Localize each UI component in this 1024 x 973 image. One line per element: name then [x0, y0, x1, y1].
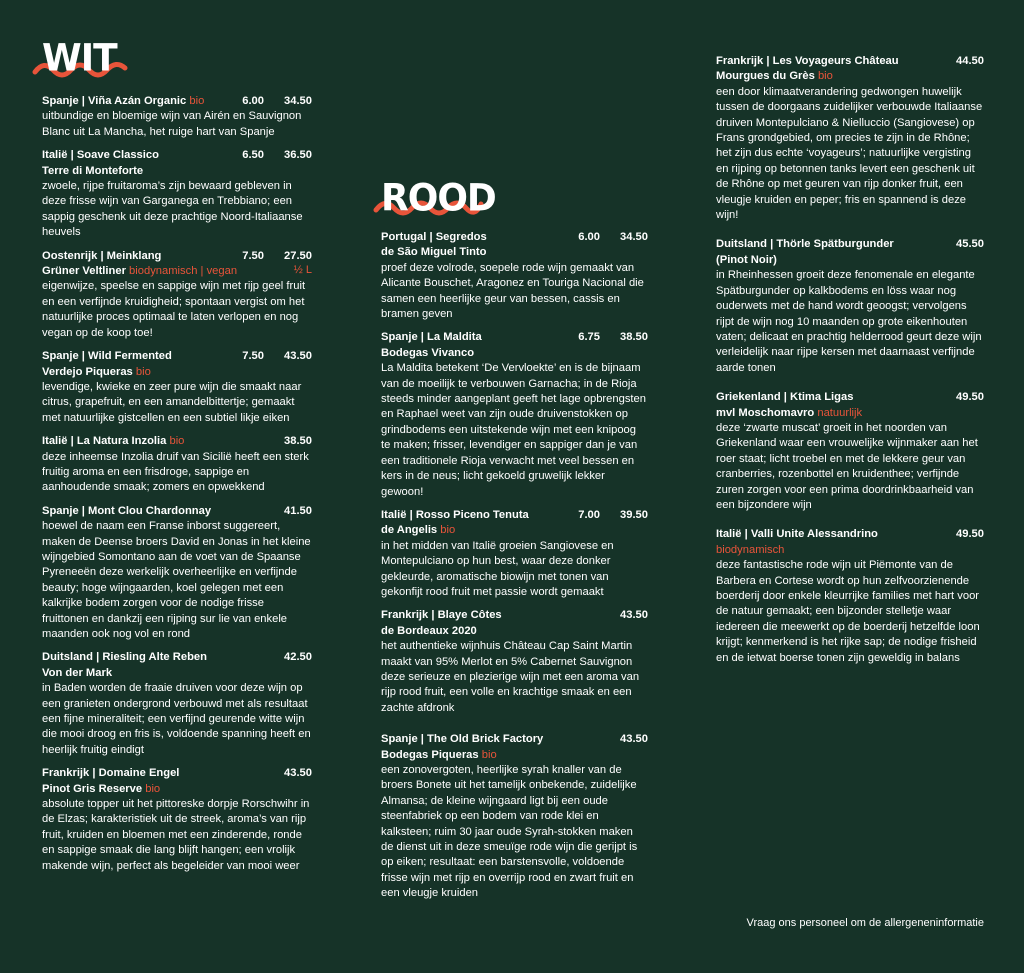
wine-name: Spanje | La Maldita Bodegas Vivanco — [381, 331, 482, 359]
wine-name: Spanje | Mont Clou Chardonnay — [42, 504, 212, 517]
wine-item — [42, 249, 312, 341]
wine-item — [381, 608, 648, 716]
price-glass: 6.75 — [578, 331, 600, 344]
price-bottle: 38.50 — [620, 331, 648, 344]
wine-tag: bio — [189, 95, 205, 107]
wine-description: in Rheinhessen groeit deze fenomenale en elegante Spätburgunder op kalkbodems en löss waar nog ouderwets met de hand wordt geoogst; vervolgens rijpt de wijn nog 10 maanden op grote eikenhouten vaten; delicaat en prachtig helderrood geurt deze wijn verleidelijk naar rijpe kersen met daarnaast verfijnde aarde tonen — [716, 269, 982, 374]
price-bottle: 43.50 — [620, 609, 648, 622]
column-rood-continued — [716, 0, 984, 674]
wine-description: deze inheemse Inzolia druif van Sicilië heeft een sterk fruitig aroma en een frisdroge, sappige en aanhoudende smaak; zomers en opwekkend — [42, 450, 309, 494]
wine-item — [42, 650, 312, 758]
wine-name: Frankrijk | Domaine Engel Pinot Gris Reserve bio — [42, 767, 180, 795]
wine-item — [42, 148, 312, 240]
price-bottle: 45.50 — [956, 238, 984, 251]
wine-name-line2: Grüner Veltliner biodynamisch | vegan — [42, 265, 238, 278]
wine-item — [42, 349, 312, 426]
wine-name: Italië | Valli Unite Alessandrino biodynamisch — [716, 528, 878, 556]
wine-description: absolute topper uit het pittoreske dorpje Rorschwihr in de Elzas; karakteristiek uit de streek, aroma’s van rijp fruit, kruiden en bloemen met een zinderende, ronde en sappige smaak die lang blijft hangen; een vrolijk makende wijn, perfect als begeleider van mooi weer — [42, 798, 310, 872]
wine-description: hoewel de naam een Franse inborst suggereert, maken de Deense broers David en Jonas in het kleine wijngebied Somontano aan de voet van de Spaanse Pyreneeën deze werkelijk overheerlijke en verfijnde beauty; hoge wijngaarden, koel gelegen met een kalkrijke bodem zorgen voor de nodige frisse fruittonen en dankzij een rijping sur lie van enkele maanden ook nog vol en rond — [42, 520, 311, 640]
wine-description: een door klimaatverandering gedwongen huwelijk tussen de doorgaans zuidelijker verbouwde Italiaanse druiven Montepulciano & Nielluccio (Sangiovese) op Frans grondgebied, om precies te zijn in de Rhône; het zijn dus echte ‘voyageurs’; natuurlijke vergisting en rijping op betonnen tanks levert een geschenk uit de Rhône op met geuren van rijp donker fruit, een vleugje kruiden en peper; fris en spannend is deze wijn! — [716, 85, 983, 222]
wine-name: Spanje | Viña Azán Organic bio — [42, 95, 205, 107]
wine-item — [716, 527, 984, 666]
wine-name: Italië | La Natura Inzolia bio — [42, 435, 185, 448]
price-glass: 6.50 — [242, 149, 264, 162]
price-bottle: 43.50 — [284, 767, 312, 780]
section-header-wit — [42, 38, 312, 94]
price-glass: 7.00 — [578, 508, 600, 521]
wine-item — [42, 94, 312, 140]
wine-description: het authentieke wijnhuis Château Cap Saint Martin maakt van 95% Merlot en 5% Cabernet Sauvignon deze serieuze en plezierige wijn met een aroma van rijp rood fruit, een volle en krachtige smaak en een zachte afdronk — [381, 640, 640, 714]
wine-item — [381, 330, 648, 499]
wine-tag: bio — [135, 365, 151, 378]
wine-description: La Maldita betekent ‘De Vervloekte’ en is de bijnaam van de moeilijk te verbouwen Garnacha; in de Rioja steeds minder aangeplant geeft het lage opbrengsten en Raphael weet van zijn oude druivenstokken op grindbodems een uitstekende wijn met een knipoog te maken; frisser, levendiger en sappiger dan je van een traditionele Rioja verwacht met veel bessen en kers in de neus; licht gekoeld gruwelijk lekker gewoon! — [381, 362, 646, 498]
price-bottle: 49.50 — [956, 528, 984, 541]
wine-tag: biodynamisch — [716, 543, 785, 556]
price-bottle: 34.50 — [620, 231, 648, 243]
price-bottle: 41.50 — [284, 504, 312, 517]
wine-description: eigenwijze, speelse en sappige wijn met rijp geel fruit en een verfijnde kruidigheid; spontaan vergist om het natuurlijke proces optimaal te laten verlopen en nog vegan op de koop toe! — [42, 280, 306, 339]
section-header-rood — [381, 178, 648, 230]
wine-tag: bio — [817, 70, 833, 83]
price-bottle: 49.50 — [956, 391, 984, 404]
wine-description: zwoele, rijpe fruitaroma’s zijn bewaard gebleven in deze frisse wijn van Garganega en Trebbiano; een sappig geschenk uit deze prachtige Noord-Italiaanse heuvels — [42, 180, 303, 239]
wine-tag: bio — [169, 435, 185, 448]
column-rood — [381, 0, 648, 910]
price-glass: 7.50 — [242, 350, 264, 363]
price-glass: 6.00 — [242, 95, 264, 107]
wine-name: Duitsland | Thörle Spätburgunder (Pinot Noir) — [716, 238, 894, 266]
price-bottle: 42.50 — [284, 651, 312, 664]
price-bottle: 39.50 — [620, 508, 648, 521]
section-title-wit: WIT — [42, 36, 117, 81]
bottle-size: ½ L — [293, 264, 312, 277]
wine-item — [42, 434, 312, 496]
wine-name: Griekenland | Ktima Ligas mvl Moschomavro natuurlijk — [716, 391, 863, 419]
price-bottle: 43.50 — [284, 350, 312, 363]
wine-name: Frankrijk | Blaye Côtes de Bordeaux 2020 — [381, 609, 502, 637]
wine-item — [381, 508, 648, 600]
wine-item — [42, 504, 312, 643]
column-wit — [42, 0, 312, 882]
wine-tag: bio — [481, 748, 497, 761]
wine-description: in het midden van Italië groeien Sangiovese en Montepulciano op hun best, waar deze donker gekleurde, aromatische biowijn met tonen van gekonfijt rood fruit met passie wordt gemaakt — [381, 539, 614, 598]
wine-description: een zonovergoten, heerlijke syrah knaller van de broers Bonete uit het tamelijk onbekende, zuidelijke Almansa; de kleine wijngaard ligt bij een oude steenfabriek op een bodem van rode klei en kalksteen; ruim 30 jaar oude Syrah-stokken maken de dienst uit in deze smeuïge rode wijn die gerijpt is op eiken; resultaat: een barstensvolle, voldoende frisse wijn met rijp en overrijp rood en zwart fruit en een vleugje kruiden — [381, 764, 638, 900]
wine-item — [42, 766, 312, 874]
wine-tag: bio — [440, 524, 456, 537]
wine-name: Spanje | Wild Fermented Verdejo Piqueras bio — [42, 350, 172, 378]
wine-tag: bio — [145, 782, 161, 795]
wine-name: Spanje | The Old Brick Factory Bodegas Piqueras bio — [381, 733, 544, 761]
wine-name: Duitsland | Riesling Alte Reben Von der Mark — [42, 651, 207, 679]
wine-description: in Baden worden de fraaie druiven voor deze wijn op een granieten ondergrond verbouwd met als resultaat een fijne mineraliteit; een verfijnd geurende witte wijn die mooi droog en fris is, voldoende spanning heeft en heerlijk fruitig eindigt — [42, 682, 311, 756]
wine-description: proef deze volrode, soepele rode wijn gemaakt van Alicante Bouschet, Aragonez en Touriga Nacional die samen een heerlijke geur van bessen, cassis en bramen geven — [381, 261, 644, 321]
wine-name: Frankrijk | Les Voyageurs Château Mourgues du Grès bio — [716, 55, 899, 83]
wine-name: Italië | Soave Classico Terre di Monteforte — [42, 149, 159, 177]
wine-item — [381, 230, 648, 322]
price-bottle: 27.50 — [284, 249, 312, 262]
price-bottle: 34.50 — [284, 95, 312, 107]
wine-description: deze ‘zwarte muscat’ groeit in het noorden van Griekenland waar een vrouwelijke wijnmaker aan het roer staat; licht troebel en met de lekkere geur van cranberries, rozenbottel en kruidenthee; verfijnde zuren zorgen voor een prima doordrinkbaarheid van een bijzondere wijn — [716, 421, 978, 511]
price-bottle: 43.50 — [620, 733, 648, 746]
price-glass: 6.00 — [578, 231, 600, 243]
wine-item — [716, 237, 984, 376]
wine-name: Italië | Rosso Piceno Tenuta de Angelis bio — [381, 508, 529, 537]
section-title-rood: ROOD — [381, 176, 496, 221]
price-bottle: 44.50 — [956, 55, 984, 67]
wine-description: uitbundige en bloemige wijn van Airén en Sauvignon Blanc uit La Mancha, het ruige hart van Spanje — [42, 110, 302, 138]
wine-name: Portugal | Segredos de São Miguel Tinto — [381, 231, 487, 259]
price-glass: 7.50 — [242, 249, 264, 262]
wine-description: deze fantastische rode wijn uit Piëmonte van de Barbera en Cortese wordt op hun zelfvoorzienende boerderij door enkele kleurrijke families met hart voor de natuur gemaakt; een bijzonder stelletje waar iedereen die meewerkt op de boerderij hetzelfde loon krijgt; kenmerkend is het rijke sap; de nodige frisheid en de ietwat boerse tonen zijn geweldig in balans — [716, 559, 980, 664]
wine-item — [716, 54, 984, 223]
price-bottle: 36.50 — [284, 149, 312, 162]
wine-description: levendige, kwieke en zeer pure wijn die smaakt naar citrus, grapefruit, en een amandelbittertje; gemaakt met natuurlijke gistcellen en een subtiel likje eiken — [42, 380, 302, 424]
allergen-note: Vraag ons personeel om de allergeneninformatie — [746, 917, 984, 929]
wine-tag: biodynamisch | vegan — [129, 265, 238, 278]
wine-name: Oostenrijk | Meinklang — [42, 249, 162, 262]
wine-item — [716, 390, 984, 513]
wine-tag: natuurlijk — [817, 406, 863, 419]
price-bottle: 38.50 — [284, 435, 312, 448]
wine-item — [381, 732, 648, 901]
